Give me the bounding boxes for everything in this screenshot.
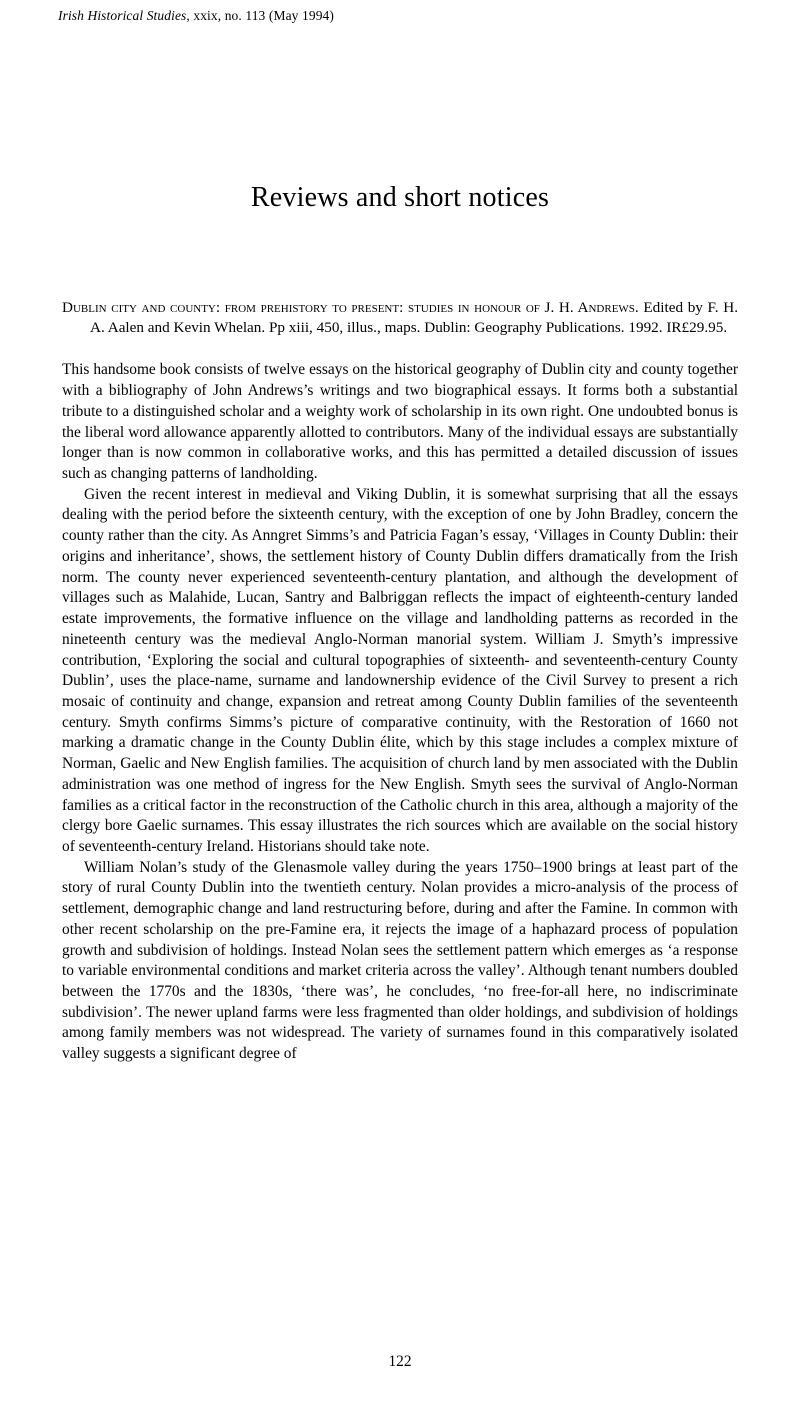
paragraph: Given the recent interest in medieval and Viking Dublin, it is somewhat surprising that all the essays dealing with the period before the sixteenth century, with the exception of one by John Bradley, concern the county rather than the city. As Anngret Simms’s and Patricia Fagan’s essay, ‘Villages in County Dublin: their origins and inheritance’, shows, the settlement history of County Dublin differs dramatically from the Irish norm. The county never experienced seventeenth-century plantation, and although the development of villages such as Malahide, Lucan, Santry and Balbriggan reflects the impact of eighteenth-century landed estate improvements, the formative influence on the village and landholding patterns as recorded in the nineteenth century was the medieval Anglo-Norman manorial system. William J. Smyth’s impressive contribution, ‘Exploring the social and cultural topographies of sixteenth- and seventeenth-century County Dublin’, uses the place-name, surname and landownership evidence of the Civil Survey to present a rich mosaic of continuity and change, expansion and retreat among County Dublin families of the seventeenth century. Smyth confirms Simms’s picture of comparative continuity, with the Restoration of 1660 not marking a dramatic change in the County Dublin élite, which by this stage includes a complex mixture of Norman, Gaelic and New English families. The acquisition of church land by men associated with the Dublin administration was one method of ingress for the New English. Smyth sees the survival of Anglo-Norman families as a critical factor in the reconstruction of the Catholic church in this area, although a majority of the clergy bore Gaelic surnames. This essay illustrates the rich sources which are available on the social history of seventeenth-century Ireland. Historians should take note. [62,485,738,855]
journal-citation: , xxix, no. 113 (May 1994) [186,8,334,23]
journal-title: Irish Historical Studies [58,8,187,23]
page-title: Reviews and short notices [250,182,550,213]
paragraph: William Nolan’s study of the Glenasmole valley during the years 1750–1900 brings at least part of the story of rural County Dublin into the twentieth century. Nolan provides a micro-analysis of the process of settlement, demographic change and land restructuring before, during and after the Famine. In common with other recent scholarship on the pre-Famine era, it rejects the image of a haphazard process of population growth and subdivision of holdings. Instead Nolan sees the settlement pattern which emerges as ‘a response to variable environmental conditions and market criteria across the valley’. Although tenant numbers doubled between the 1770s and the 1830s, ‘there was’, he concludes, ‘no free-for-all here, no indiscriminate subdivision’. The newer upland farms were less fragmented than older holdings, and subdivision of holdings among family members was not widespread. The variety of surnames found in this comparatively isolated valley suggests a significant degree of [62,858,738,1063]
review-imprint: Edited by F. H. A. Aalen and Kevin Whelan. Pp xiii, 450, illus., maps. Dublin: Geography Publications. 1992. IR£29.95. [90,299,738,337]
running-head [58,8,738,24]
paragraph: This handsome book consists of twelve essays on the historical geography of Dublin city and county together with a bibliography of John Andrews’s writings and two biographical essays. It forms both a substantial tribute to a distinguished scholar and a weighty work of scholarship in its own right. One undoubted bonus is the liberal word allowance apparently allotted to contributors. Many of the individual essays are substantially longer than is now common in collaborative works, and this has permitted a detailed discussion of issues such as changing patterns of landholding. [62,361,738,483]
review-title: Dublin city and county: from prehistory to present: studies in honour of J. H. Andrews. [62,299,639,316]
page-number: 122 [388,1353,412,1370]
review-body [62,360,738,1064]
review-headline [62,298,738,338]
